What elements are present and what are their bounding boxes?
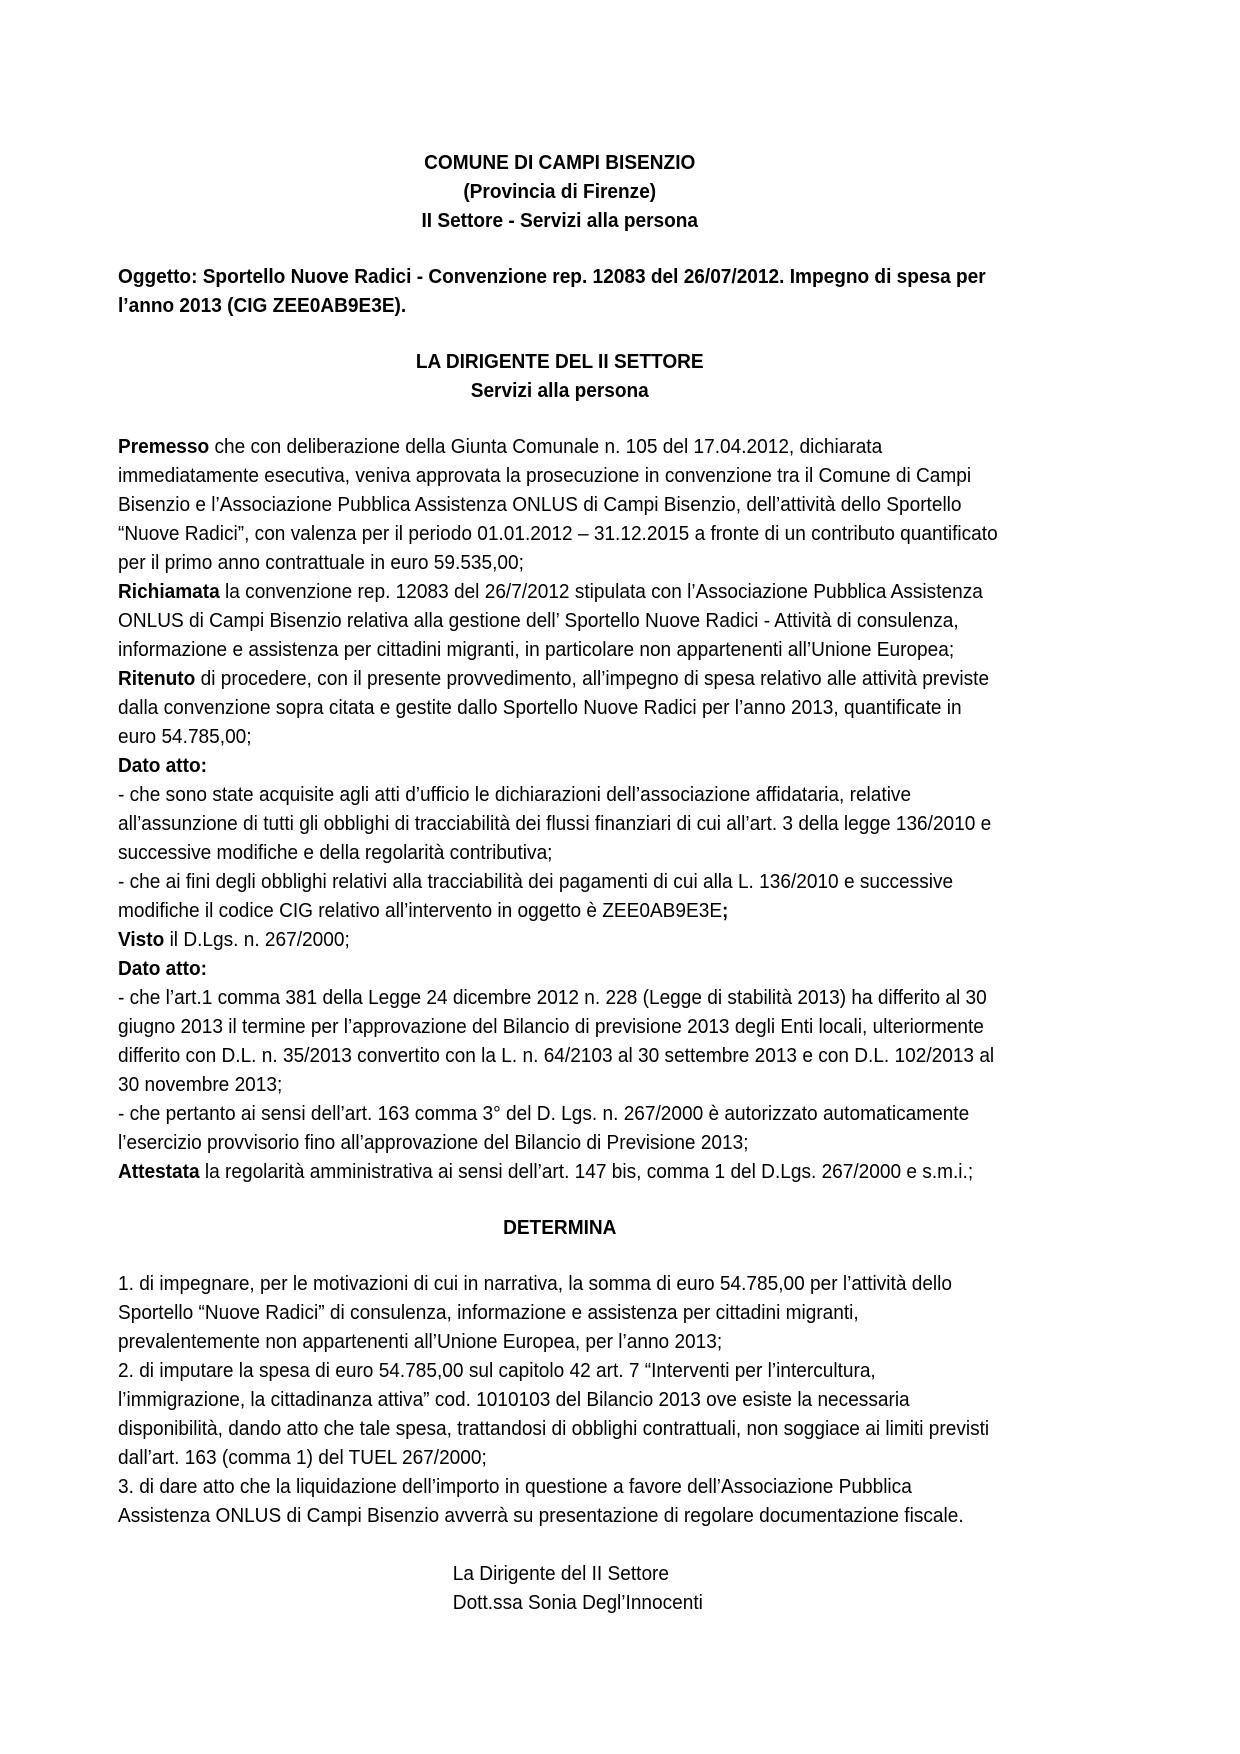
paragraph-richiamata [118, 577, 1002, 664]
signature-block [453, 1559, 1002, 1617]
paragraph-attestata [118, 1157, 1002, 1186]
determina-heading: DETERMINA [503, 1216, 617, 1239]
keyword-richiamata: Richiamata [118, 580, 220, 603]
text-ritenuto: di procedere, con il presente provvedimento, all’impegno di spesa relativo alle attività previste dalla convenzione sopra citata e gestite dallo Sportello Nuove Radici per l’anno 2013, quantificate in euro 54.785,00; [118, 667, 990, 748]
keyword-ritenuto: Ritenuto [118, 667, 196, 690]
text-premesso: che con deliberazione della Giunta Comunale n. 105 del 17.04.2012, dichiarata immediatamente esecutiva, veniva approvata la prosecuzione in convenzione tra il Comune di Campi Bisenzio e l’Associazione Pubblica Assistenza ONLUS di Campi Bisenzio, dell’attività dello Sportello “Nuove Radici”, con valenza per il periodo 01.01.2012 – 31.12.2015 a fronte di un contributo quantificato per il primo anno contrattuale in euro 59.535,00; [118, 435, 998, 574]
signature-role: La Dirigente del II Settore [452, 1562, 669, 1585]
dato-atto-1-item-1: - che sono state acquisite agli atti d’ufficio le dichiarazioni dell’associazione affidataria, relative all’assunzione di tutti gli obblighi di tracciabilità dei flussi finanziari di cui all’art. 3 della legge 136/2010 e successive modifiche e della regolarità contributiva; [118, 783, 992, 864]
dato-atto-1-item-2 [118, 867, 1002, 925]
determina-item-1: 1. di impegnare, per le motivazioni di cui in narrativa, la somma di euro 54.785,00 per l’attività dello Sportello “Nuove Radici” di consulenza, informazione e assistenza per cittadini migranti, prevalentemente non appartenenti all’Unione Europea, per l’anno 2013; [118, 1272, 953, 1353]
dato-atto-1-item-2-text: - che ai fini degli obblighi relativi alla tracciabilità dei pagamenti di cui alla L. 136/2010 e successive modifiche il codice CIG relativo all’intervento in oggetto è ZEE0AB9E3E [118, 870, 954, 922]
manager-subtitle: Servizi alla persona [470, 379, 649, 402]
paragraph-ritenuto [118, 664, 1002, 751]
dato-atto-1-item-2-end: ; [722, 899, 729, 922]
text-visto: il D.Lgs. n. 267/2000; [164, 928, 350, 951]
determina-item-3: 3. di dare atto che la liquidazione dell’importo in questione a favore dell’Associazione Pubblica Assistenza ONLUS di Campi Bisenzio avverrà su presentazione di regolare documentazione fiscale. [118, 1475, 964, 1527]
paragraph-visto [118, 925, 1002, 954]
manager-title: LA DIRIGENTE DEL II SETTORE [415, 350, 704, 373]
text-richiamata: la convenzione rep. 12083 del 26/7/2012 stipulata con l’Associazione Pubblica Assistenza ONLUS di Campi Bisenzio relativa alla gestione dell’ Sportello Nuove Radici - Attività di consulenza, informazione e assistenza per cittadini migranti, in particolare non appartenenti all’Unione Europea; [118, 580, 983, 661]
manager-heading [118, 347, 1002, 405]
signature-name: Dott.ssa Sonia Degl’Innocenti [452, 1591, 703, 1614]
dato-atto-2-item-1: - che l’art.1 comma 381 della Legge 24 dicembre 2012 n. 228 (Legge di stabilità 2013) ha differito al 30 giugno 2013 il termine per l’approvazione del Bilancio di previsione 2013 degli Enti locali, ulteriormente differito con D.L. n. 35/2013 convertito con la L. n. 64/2103 al 30 settembre 2013 e con D.L. 102/2013 al 30 novembre 2013; [118, 986, 995, 1096]
document-content [118, 148, 1002, 1617]
determina-item-2: 2. di imputare la spesa di euro 54.785,00 sul capitolo 42 art. 7 “Interventi per l’intercultura, l’immigrazione, la cittadinanza attiva” cod. 1010103 del Bilancio 2013 ove esiste la necessaria disponibilità, dando atto che tale spesa, trattandosi di obblighi contrattuali, non soggiace ai limiti previsti dall’art. 163 (comma 1) del TUEL 267/2000; [118, 1359, 990, 1469]
heading-dato-atto-2: Dato atto: [118, 957, 207, 980]
keyword-attestata: Attestata [118, 1160, 200, 1183]
header-sector: II Settore - Servizi alla persona [421, 209, 699, 232]
text-attestata: la regolarità amministrativa ai sensi dell’art. 147 bis, comma 1 del D.Lgs. 267/2000 e s.m.i.; [199, 1160, 974, 1183]
heading-dato-atto-1: Dato atto: [118, 754, 207, 777]
document-header [118, 148, 1002, 235]
dato-atto-2-item-2: - che pertanto ai sensi dell’art. 163 comma 3° del D. Lgs. n. 267/2000 è autorizzato automaticamente l’esercizio provvisorio fino all’approvazione del Bilancio di Previsione 2013; [118, 1102, 970, 1154]
determina-items [118, 1269, 1002, 1530]
keyword-premesso: Premesso [118, 435, 210, 458]
document-body [118, 432, 1002, 1186]
header-province: (Provincia di Firenze) [463, 180, 657, 203]
subject-line: Oggetto: Sportello Nuove Radici - Convenzione rep. 12083 del 26/07/2012. Impegno di spesa per l’anno 2013 (CIG ZEE0AB9E3E). [118, 265, 986, 317]
header-municipality: COMUNE DI CAMPI BISENZIO [424, 151, 696, 174]
paragraph-premesso [118, 432, 1002, 577]
keyword-visto: Visto [118, 928, 165, 951]
